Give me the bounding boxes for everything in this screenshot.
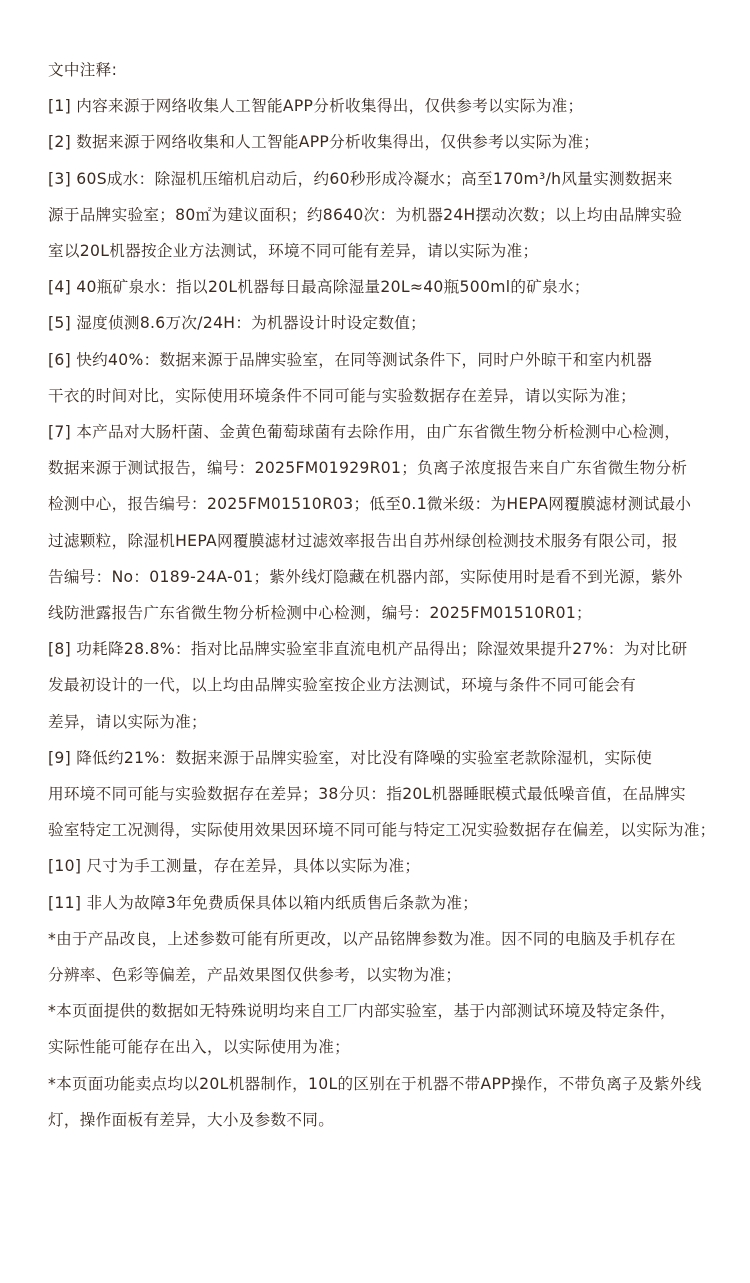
note-7-line-3: 检测中心，报告编号：2025FM01510R03；低至0.1微米级：为HEPA网覆膜滤材测试最小	[48, 495, 692, 514]
disclaimer-2-line-1: *本页面提供的数据如无特殊说明均来自工厂内部实验室，基于内部测试环境及特定条件，	[48, 1002, 676, 1021]
disclaimer-3-line-1: *本页面功能卖点均以20L机器制作，10L的区别在于机器不带APP操作，不带负离子及紫外线	[48, 1074, 702, 1093]
note-5-line: [5] 湿度侦测8.6万次/24H：为机器设计时设定数值；	[48, 314, 427, 333]
note-7-line-2: 数据来源于测试报告，编号：2025FM01929R01；负离子浓度报告来自广东省微生物分析	[48, 459, 688, 478]
note-2-line: [2] 数据来源于网络收集和人工智能APP分析收集得出，仅供参考以实际为准；	[48, 133, 600, 152]
note-3-line-2: 源于品牌实验室；80㎡为建议面积；约8640次：为机器24H摆动次数；以上均由品牌实验	[48, 205, 683, 224]
note-7-line-5: 告编号：No：0189-24A-01；紫外线灯隐藏在机器内部，实际使用时是看不到光源，紫外	[48, 567, 683, 586]
note-9-line-2: 用环境不同可能与实验数据存在差异；38分贝：指20L机器睡眠模式最低噪音值，在品牌实	[48, 785, 686, 804]
note-3-line-1: [3] 60S成水：除湿机压缩机启动后，约60秒形成冷凝水；高至170m³/h风量实测数据来	[48, 169, 673, 188]
note-1-line: [1] 内容来源于网络收集人工智能APP分析收集得出，仅供参考以实际为准；	[48, 97, 584, 116]
disclaimer-3-line-2: 灯，操作面板有差异，大小及参数不同。	[48, 1110, 335, 1129]
note-3-line-3: 室以20L机器按企业方法测试，环境不同可能有差异，请以实际为准；	[48, 242, 539, 261]
note-7-line-6: 线防泄露报告广东省微生物分析检测中心检测，编号：2025FM01510R01；	[48, 604, 592, 623]
note-8-line-2: 发最初设计的一代，以上均由品牌实验室按企业方法测试，环境与条件不同可能会有	[48, 676, 637, 695]
note-10-line: [10] 尺寸为手工测量，存在差异，具体以实际为准；	[48, 857, 421, 876]
note-6-line-1: [6] 快约40%：数据来源于品牌实验室，在同等测试条件下，同时户外晾干和室内机器	[48, 350, 653, 369]
disclaimer-2-line-2: 实际性能可能存在出入，以实际使用为准；	[48, 1038, 350, 1057]
note-8-line-1: [8] 功耗降28.8%：指对比品牌实验室非直流电机产品得出；除湿效果提升27%：为对比研	[48, 640, 688, 659]
note-9-line-1: [9] 降低约21%：数据来源于品牌实验室，对比没有降噪的实验室老款除湿机，实际使	[48, 748, 653, 767]
note-4-line: [4] 40瓶矿泉水：指以20L机器每日最高除湿量20L≈40瓶500ml的矿泉水；	[48, 278, 590, 297]
disclaimer-1-line-2: 分辨率、色彩等偏差，产品效果图仅供参考，以实物为准；	[48, 966, 462, 985]
disclaimer-1-line-1: *由于产品改良，上述参数可能有所更改，以产品铭牌参数为准。因不同的电脑及手机存在	[48, 929, 676, 948]
footnotes-title: 文中注释:	[48, 61, 118, 79]
note-7-line-4: 过滤颗粒，除湿机HEPA网覆膜滤材过滤效率报告出自苏州绿创检测技术服务有限公司，报	[48, 531, 678, 550]
footnotes-block	[48, 52, 718, 1138]
note-6-line-2: 干衣的时间对比，实际使用环境条件不同可能与实验数据存在差异，请以实际为准；	[48, 386, 637, 405]
note-8-line-3: 差异，请以实际为准；	[48, 712, 207, 731]
note-7-line-1: [7] 本产品对大肠杆菌、金黄色葡萄球菌有去除作用，由广东省微生物分析检测中心检测，	[48, 423, 681, 442]
note-11-line: [11] 非人为故障3年免费质保具体以箱内纸质售后条款为准；	[48, 893, 479, 912]
note-9-line-3: 验室特定工况测得，实际使用效果因环境不同可能与特定工况实验数据存在偏差，以实际为准；	[48, 821, 716, 840]
